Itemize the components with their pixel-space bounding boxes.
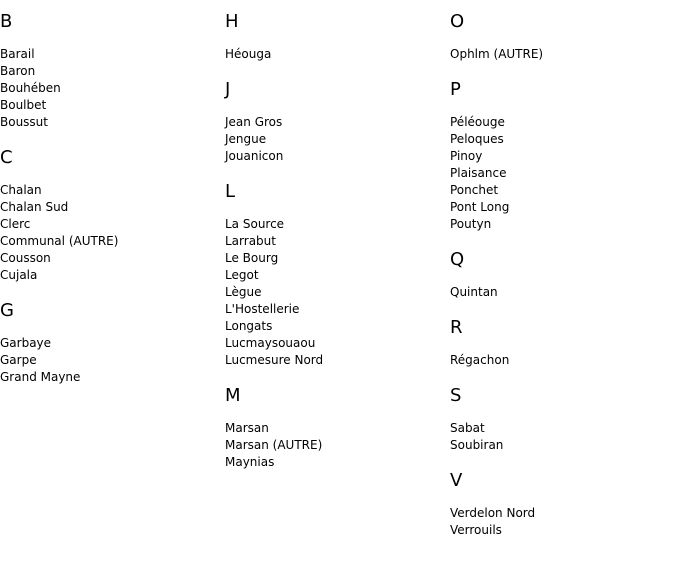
place-link[interactable]: Jengue: [225, 132, 267, 146]
letter-group: [225, 182, 450, 369]
list-item: [225, 216, 450, 233]
place-link[interactable]: Communal (AUTRE): [0, 234, 119, 248]
list-item: [450, 216, 675, 233]
letter-heading: O: [450, 11, 465, 32]
letter-heading: Q: [450, 249, 465, 270]
entry-list: [450, 420, 675, 454]
place-link[interactable]: Longats: [225, 319, 273, 333]
letter-heading: C: [0, 147, 13, 168]
index-column-3: [450, 12, 675, 556]
letter-heading: V: [450, 470, 463, 491]
list-item: [0, 182, 225, 199]
place-link[interactable]: Garpe: [0, 353, 37, 367]
letter-heading: B: [0, 11, 13, 32]
place-link[interactable]: Plaisance: [450, 166, 507, 180]
letter-heading: G: [0, 300, 14, 321]
list-item: [450, 165, 675, 182]
list-item: [225, 420, 450, 437]
letter-heading: R: [450, 317, 463, 338]
place-link[interactable]: Régachon: [450, 353, 510, 367]
entry-list: [450, 114, 675, 233]
letter-group: [450, 318, 675, 369]
list-item: [0, 63, 225, 80]
place-link[interactable]: Poutyn: [450, 217, 492, 231]
list-item: [0, 46, 225, 63]
place-link[interactable]: Ophlm (AUTRE): [450, 47, 544, 61]
list-item: [450, 522, 675, 539]
place-link[interactable]: Quintan: [450, 285, 498, 299]
place-link[interactable]: Larrabut: [225, 234, 276, 248]
entry-list: [0, 182, 225, 284]
list-item: [450, 284, 675, 301]
entry-list: [450, 284, 675, 301]
list-item: [0, 97, 225, 114]
letter-group: [450, 250, 675, 301]
letter-heading: H: [225, 11, 239, 32]
list-item: [225, 46, 450, 63]
entry-list: [450, 46, 675, 63]
place-link[interactable]: Lucmaysouaou: [225, 336, 316, 350]
entry-list: [225, 114, 450, 165]
list-item: [225, 437, 450, 454]
list-item: [225, 335, 450, 352]
place-link[interactable]: Barail: [0, 47, 35, 61]
place-link[interactable]: Baron: [0, 64, 36, 78]
list-item: [450, 182, 675, 199]
place-link[interactable]: Sabat: [450, 421, 485, 435]
list-item: [0, 250, 225, 267]
place-link[interactable]: Grand Mayne: [0, 370, 81, 384]
list-item: [450, 352, 675, 369]
list-item: [0, 114, 225, 131]
letter-heading: M: [225, 385, 241, 406]
entry-list: [0, 335, 225, 386]
index-column-2: [225, 12, 450, 556]
list-item: [225, 352, 450, 369]
place-link[interactable]: Verrouils: [450, 523, 502, 537]
letter-group: [450, 12, 675, 63]
place-link[interactable]: Cujala: [0, 268, 38, 282]
list-item: [450, 131, 675, 148]
place-link[interactable]: Péléouge: [450, 115, 505, 129]
place-link[interactable]: Marsan: [225, 421, 269, 435]
list-item: [450, 46, 675, 63]
place-link[interactable]: Boussut: [0, 115, 48, 129]
letter-group: [0, 148, 225, 284]
place-link[interactable]: Peloques: [450, 132, 504, 146]
list-item: [450, 114, 675, 131]
place-link[interactable]: Chalan: [0, 183, 42, 197]
list-item: [0, 369, 225, 386]
letter-group: [225, 386, 450, 471]
list-item: [450, 505, 675, 522]
place-link[interactable]: Pont Long: [450, 200, 510, 214]
place-link[interactable]: Jean Gros: [225, 115, 283, 129]
letter-group: [0, 12, 225, 131]
list-item: [450, 420, 675, 437]
place-link[interactable]: Lègue: [225, 285, 262, 299]
place-link[interactable]: Boulbet: [0, 98, 47, 112]
letter-group: [225, 80, 450, 165]
list-item: [0, 216, 225, 233]
entry-list: [225, 46, 450, 63]
place-link[interactable]: Jouanicon: [225, 149, 284, 163]
letter-group: [450, 386, 675, 454]
place-link[interactable]: Pinoy: [450, 149, 483, 163]
alphabetical-index: [0, 12, 675, 556]
list-item: [450, 148, 675, 165]
list-item: [225, 131, 450, 148]
letter-group: [225, 12, 450, 63]
list-item: [225, 318, 450, 335]
letter-heading: S: [450, 385, 462, 406]
place-link[interactable]: L'Hostellerie: [225, 302, 300, 316]
place-link[interactable]: Lucmesure Nord: [225, 353, 324, 367]
list-item: [225, 454, 450, 471]
entry-list: [0, 46, 225, 131]
list-item: [225, 148, 450, 165]
letter-heading: L: [225, 181, 236, 202]
place-link[interactable]: Bouhében: [0, 81, 61, 95]
letter-heading: P: [450, 79, 461, 100]
list-item: [0, 267, 225, 284]
place-link[interactable]: Marsan (AUTRE): [225, 438, 323, 452]
index-column-1: [0, 12, 225, 556]
place-link[interactable]: Garbaye: [0, 336, 52, 350]
list-item: [450, 437, 675, 454]
list-item: [0, 233, 225, 250]
list-item: [225, 114, 450, 131]
list-item: [225, 301, 450, 318]
list-item: [0, 80, 225, 97]
list-item: [0, 352, 225, 369]
place-link[interactable]: Maynias: [225, 455, 275, 469]
place-link[interactable]: Legot: [225, 268, 259, 282]
place-link[interactable]: Chalan Sud: [0, 200, 69, 214]
place-link[interactable]: Ponchet: [450, 183, 499, 197]
list-item: [450, 199, 675, 216]
place-link[interactable]: Verdelon Nord: [450, 506, 536, 520]
entry-list: [225, 216, 450, 369]
list-item: [0, 335, 225, 352]
entry-list: [450, 352, 675, 369]
list-item: [225, 284, 450, 301]
letter-group: [0, 301, 225, 386]
letter-group: [450, 80, 675, 233]
list-item: [225, 233, 450, 250]
place-link[interactable]: Cousson: [0, 251, 51, 265]
place-link[interactable]: Le Bourg: [225, 251, 279, 265]
place-link[interactable]: Clerc: [0, 217, 31, 231]
entry-list: [450, 505, 675, 539]
list-item: [0, 199, 225, 216]
place-link[interactable]: Héouga: [225, 47, 272, 61]
entry-list: [225, 420, 450, 471]
place-link[interactable]: Soubiran: [450, 438, 504, 452]
list-item: [225, 250, 450, 267]
list-item: [225, 267, 450, 284]
place-link[interactable]: La Source: [225, 217, 285, 231]
letter-heading: J: [225, 79, 231, 100]
letter-group: [450, 471, 675, 539]
